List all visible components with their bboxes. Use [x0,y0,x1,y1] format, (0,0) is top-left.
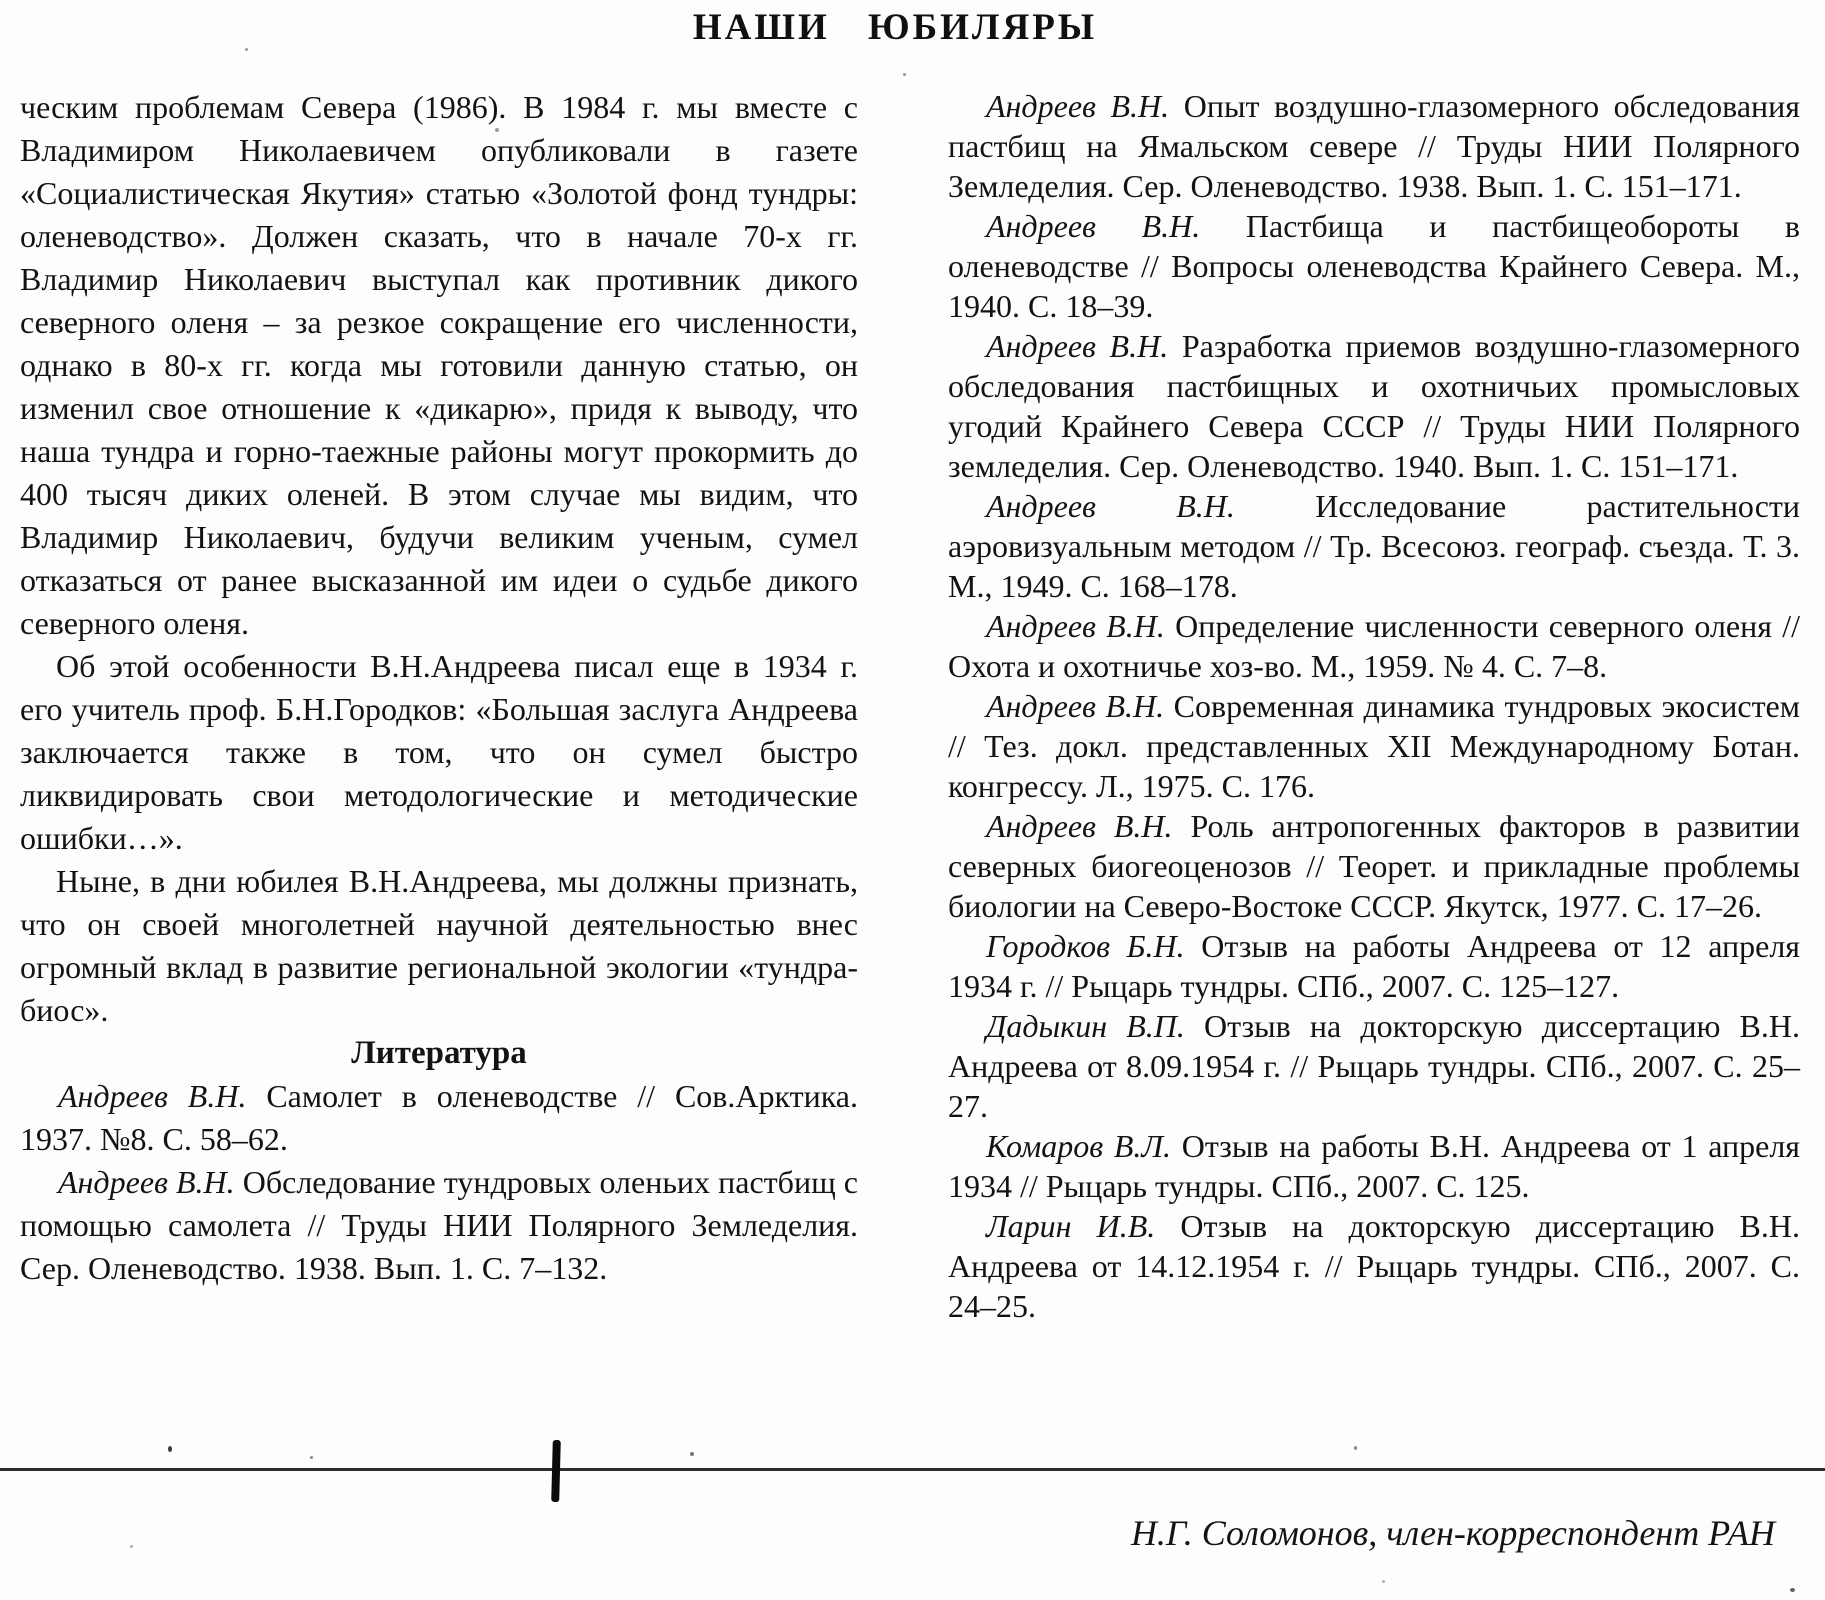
reference-text: Определение численности северного оленя // Охота и охотничье хоз-во. М., 1959. № 4. С. 7–8. [948,608,1801,684]
left-column [20,86,858,1290]
reference-text: Пастбища и пастбищеобороты в оленеводстве // Вопросы оленеводства Крайнего Севера. М., 1940. С. 18–39. [948,208,1801,324]
reference-author: Комаров В.Л. [986,1128,1172,1164]
scan-speck [1354,1446,1357,1450]
right-column [948,86,1800,1326]
reference-author: Ларин И.В. [986,1208,1156,1244]
literature-heading: Литература [351,1035,527,1071]
paragraph: Ныне, в дни юбилея В.Н.Андреева, мы должны признать, что он своей многолетней научной деятельностью внес огромный вклад в развитие региональной экологии «тундра-биос». [20,863,858,1028]
reference-item [948,686,1800,806]
reference-text: Самолет в оленеводстве // Сов.Арктика. 1937. №8. С. 58–62. [20,1078,859,1157]
reference-text: Отзыв на докторскую диссертацию В.Н. Андреева от 14.12.1954 г. // Рыцарь тундры. СПб., 2007. С. 24–25. [948,1208,1801,1324]
paragraph: Об этой особенности В.Н.Андреева писал еще в 1934 г. его учитель проф. Б.Н.Городков: «Большая заслуга Андреева заключается также в том, что он сумел быстро ликвидировать свои методологические и методические ошибки…». [20,648,858,856]
reference-author: Андреев В.Н. [986,328,1169,364]
reference-text: Опыт воздушно-глазомерного обследования пастбищ на Ямальском севере // Труды НИИ Полярного Земледелия. Сер. Оленеводство. 1938. Вып. 1. С. 151–171. [948,88,1801,204]
reference-text: Отзыв на работы В.Н. Андреева от 1 апреля 1934 // Рыцарь тундры. СПб., 2007. С. 125. [948,1128,1801,1204]
reference-text: Разработка приемов воздушно-глазомерного обследования пастбищных и охотничьих промысловых угодий Крайнего Севера СССР // Труды НИИ Полярного земледелия. Сер. Оленеводство. 1940. Вып. 1. С. 151–171. [948,328,1801,484]
reference-item [20,1075,858,1161]
reference-author: Андреев В.Н. [986,88,1170,124]
reference-text: Отзыв на работы Андреева от 12 апреля 1934 г. // Рыцарь тундры. СПб., 2007. С. 125–127. [948,928,1801,1004]
scan-speck [1382,1580,1385,1583]
reference-author: Андреев В.Н. [986,808,1173,844]
scan-speck [903,73,906,76]
signature: Н.Г. Соломонов, член-корреспондент РАН [1130,1513,1775,1553]
separator-line [0,1468,1825,1471]
reference-item [948,806,1800,926]
page-title: НАШИ ЮБИЛЯРЫ [692,7,1098,48]
reference-item [948,1006,1800,1126]
reference-author: Дадыкин В.П. [986,1008,1185,1044]
reference-text: Обследование тундровых оленьих пастбищ с помощью самолета // Труды НИИ Полярного Земледелия. Сер. Оленеводство. 1938. Вып. 1. С. 7–132. [20,1164,859,1286]
reference-author: Андреев В.Н. [986,688,1165,724]
reference-text: Современная динамика тундровых экосистем // Тез. докл. представленных XII Международному Ботан. конгрессу. Л., 1975. С. 176. [948,688,1801,804]
reference-item [948,326,1800,486]
reference-text: Исследование растительности аэровизуальным методом // Тр. Всесоюз. географ. съезда. Т. 3. М., 1949. С. 168–178. [948,488,1801,604]
right-references [948,86,1800,1326]
reference-author: Андреев В.Н. [58,1164,235,1200]
scan-speck [245,48,248,51]
left-references [20,1075,858,1290]
reference-item [20,1161,858,1290]
reference-author: Андреев В.Н. [986,488,1235,524]
reference-author: Городков Б.Н. [986,928,1185,964]
reference-item [948,926,1800,1006]
ink-mark [551,1440,561,1502]
scan-speck [690,1452,694,1456]
reference-item [948,486,1800,606]
reference-item [948,1206,1800,1326]
scan-speck [495,128,499,132]
scan-speck [310,1456,313,1459]
reference-item [948,606,1800,686]
reference-item [948,206,1800,326]
reference-author: Андреев В.Н. [986,608,1165,644]
scan-speck [168,1446,172,1452]
reference-text: Роль антропогенных факторов в развитии северных биогеоценозов // Теорет. и прикладные проблемы биологии на Северо-Востоке СССР. Якутск, 1977. С. 17–26. [948,808,1801,924]
scan-speck [130,1545,133,1548]
paragraph: ческим проблемам Севера (1986). В 1984 г. мы вместе с Владимиром Николаевичем опубликовали в газете «Социалистическая Якутия» статью «Золотой фонд тундры: оленеводство». Должен сказать, что в начале 70-х гг. Владимир Николаевич выступал как противник дикого северного оленя – за резкое сокращение его численности, однако в 80-х гг. когда мы готовили данную статью, он изменил свое отношение к «дикарю», придя к выводу, что наша тундра и горно-таежные районы могут прокормить до 400 тысяч диких оленей. В этом случае мы видим, что Владимир Николаевич, будучи великим ученым, сумел отказаться от ранее высказанной им идеи о судьбе дикого северного оленя. [20,89,858,641]
reference-item [948,86,1800,206]
reference-author: Андреев В.Н. [986,208,1201,244]
reference-author: Андреев В.Н. [58,1078,247,1114]
scan-speck [1790,1588,1795,1592]
reference-item [948,1126,1800,1206]
reference-text: Отзыв на докторскую диссертацию В.Н. Андреева от 8.09.1954 г. // Рыцарь тундры. СПб., 2007. С. 25–27. [948,1008,1801,1124]
